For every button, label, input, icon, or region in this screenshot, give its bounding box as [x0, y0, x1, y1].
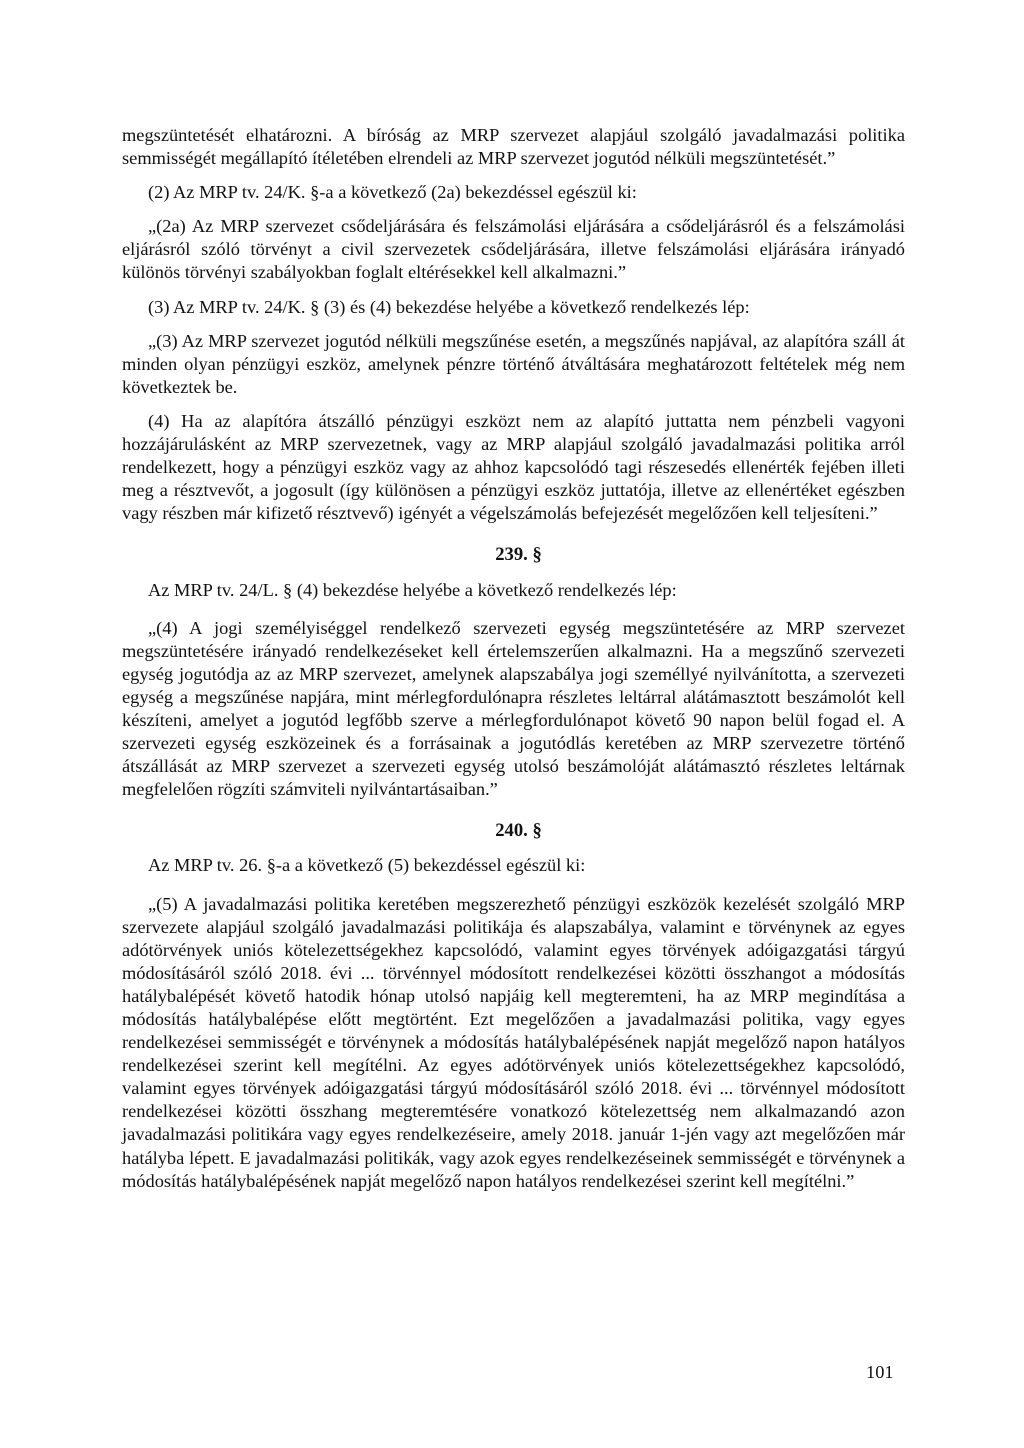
page-number: 101 [866, 1362, 894, 1382]
paragraph-amendment-3: (3) Az MRP tv. 24/K. § (3) és (4) bekezdése helyébe a következő rendelkezés lép: [148, 296, 750, 317]
paragraph-continuation: megszüntetését elhatározni. A bíróság az MRP szervezet alapjául szolgáló javadalmazási politika semmisségét megállapító ítéletében elrendeli az MRP szervezet jogutód nélküli megszüntetését.” [122, 125, 905, 169]
section-heading-240: 240. § [495, 820, 542, 842]
page-body [122, 124, 905, 1193]
paragraph-section-240-intro: Az MRP tv. 26. §-a a következő (5) bekezdéssel egészül ki: [148, 855, 586, 876]
section-heading-239: 239. § [495, 544, 542, 566]
paragraph-quote-2a: „(2a) Az MRP szervezet csődeljárására és felszámolási eljárására a csődeljárásról és a felszámolási eljárásról szóló törvényt a civil szervezetek csődeljárására, illetve felszámolási eljárására irányadó különös törvényi szabályokban foglalt eltérésekkel kell alkalmazni.” [122, 216, 905, 283]
paragraph-quote-3: „(3) Az MRP szervezet jogutód nélküli megszűnése esetén, a megszűnés napjával, az alapítóra száll át minden olyan pénzügyi eszköz, amelynek pénzre történő átváltására meghatározott feltételek még nem következtek be. [122, 330, 905, 397]
paragraph-quote-4: (4) Ha az alapítóra átszálló pénzügyi eszközt nem az alapító juttatta nem pénzbeli vagyoni hozzájárulásként az MRP szervezetnek, vagy az MRP alapjául szolgáló javadalmazási politika arról rendelkezett, hogy a pénzügyi eszköz vagy az ahhoz kapcsolódó tagi részesedés ellenérték fejében illeti meg a résztvevőt, a jogosult (így különösen a pénzügyi eszköz juttatója, illetve az ellenértéket egészben vagy részben már kifizető résztvevő) igényét a végelszámolás befejezését megelőzően kell teljesíteni.” [122, 410, 905, 524]
paragraph-quote-24l-4: „(4) A jogi személyiséggel rendelkező szervezeti egység megszüntetésére az MRP szervezet megszüntetésére irányadó rendelkezéseket kell értelemszerűen alkalmazni. Ha a megszűnő szervezeti egység jogutódja az az MRP szervezet, amelynek alapszabálya jogi személlyé nyilvánította, a szervezeti egység a megszűnése napjára, mint mérlegfordulónapra részletes leltárral alátámasztott beszámolót kell készíteni, amelyet a jogutód legfőbb szerve a mérlegfordulónapot követő 90 napon belül fogad el. A szervezeti egység eszközeinek és a forrásainak a jogutódlás keretében az MRP szervezetre történő átszállását az MRP szervezet a szervezeti egység utolsó beszámolóját alátámasztó részletes leltárnak megfelelően rögzíti számviteli nyilvántartásaiban.” [122, 617, 905, 800]
paragraph-section-239-intro: Az MRP tv. 24/L. § (4) bekezdése helyébe a következő rendelkezés lép: [148, 579, 677, 600]
paragraph-amendment-2: (2) Az MRP tv. 24/K. §-a a következő (2a) bekezdéssel egészül ki: [148, 182, 637, 203]
paragraph-quote-26-5: „(5) A javadalmazási politika keretében megszerezhető pénzügyi eszközök kezelését szolgáló MRP szervezete alapjául szolgáló javadalmazási politikája és alapszabálya, valamint e törvénynek az egyes adótörvények uniós kötelezettségekhez kapcsolódó, valamint egyes törvények adóigazgatási tárgyú módosításáról szóló 2018. évi ... törvénnyel módosított rendelkezései közötti összhangot a módosítás hatálybalépését követő hatodik hónap utolsó napjáig kell megteremteni, ha az MRP megindítása a módosítás hatálybalépése előtt megtörtént. Ezt megelőzően a javadalmazási politika, vagy egyes rendelkezései semmisségét e törvénynek a módosítás hatálybalépésének napját megelőző napon hatályos rendelkezései szerint kell megítélni. Az egyes adótörvények uniós kötelezettségekhez kapcsolódó, valamint egyes törvények adóigazgatási tárgyú módosításáról szóló 2018. évi ... törvénnyel módosított rendelkezései közötti összhang megteremtésére vonatkozó kötelezettség nem alkalmazandó azon javadalmazási politikára vagy egyes rendelkezéseire, amely 2018. január 1-jén vagy azt megelőzően már hatályba lépett. E javadalmazási politikák, vagy azok egyes rendelkezéseinek semmisségét e törvénynek a módosítás hatálybalépésének napját megelőző napon hatályos rendelkezései szerint kell megítélni.” [122, 893, 905, 1191]
